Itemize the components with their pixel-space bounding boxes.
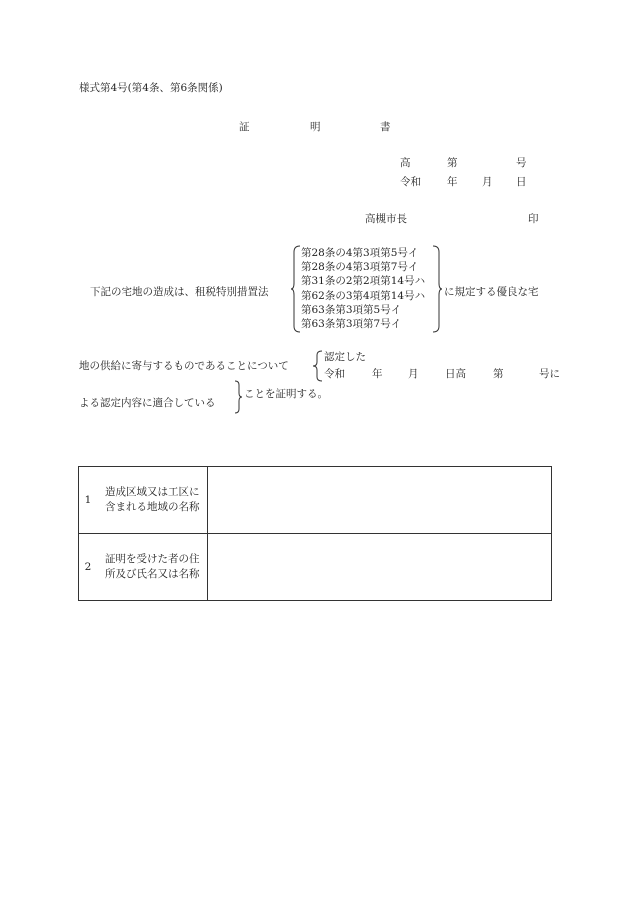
issue-number-go: 号 <box>516 157 527 169</box>
provision-item: 第63条第3項第5号イ <box>301 303 402 316</box>
option-go-ni: 号に <box>539 368 560 380</box>
option-certified: 認定した <box>324 351 366 363</box>
issue-date-day: 日 <box>516 176 527 188</box>
table-row <box>79 534 552 601</box>
form-number-label: 様式第4号(第4条、第6条関係) <box>79 82 223 94</box>
issue-number-prefix: 高 <box>400 157 411 169</box>
body-line3-prefix: よる認定内容に適合している <box>79 397 216 409</box>
provision-item: 第31条の2第2項第14号ハ <box>301 275 426 288</box>
option-day-taka: 日高 <box>445 368 466 380</box>
option-reference-line <box>324 367 560 381</box>
detail-table <box>78 466 552 601</box>
row-number: 1 <box>79 467 98 534</box>
seal-mark: 印 <box>528 213 539 225</box>
title-char-1: 証 <box>239 121 250 133</box>
provision-item: 第28条の4第3項第7号イ <box>301 261 419 274</box>
row-value-field[interactable] <box>208 534 552 601</box>
title-char-3: 書 <box>380 121 391 133</box>
provisions-list <box>301 246 425 331</box>
issue-date-month: 月 <box>482 176 493 188</box>
body-line2-prefix: 地の供給に寄与するものであることについて <box>79 360 289 372</box>
body-suffix: に規定する優良な宅 <box>444 286 539 298</box>
provision-item: 第62条の3第4項第14号ハ <box>301 289 426 302</box>
row-value-field[interactable] <box>208 467 552 534</box>
issue-number-dai: 第 <box>447 157 458 169</box>
body-closing: ことを証明する。 <box>244 388 328 400</box>
provision-item: 第63条第3項第7号イ <box>301 318 402 331</box>
issue-date-era: 令和 <box>400 176 421 188</box>
option-month: 月 <box>408 368 419 380</box>
option-year: 年 <box>372 368 383 380</box>
provision-item: 第28条の4第3項第5号イ <box>301 247 419 259</box>
table-row <box>79 467 552 534</box>
option-era: 令和 <box>324 368 345 380</box>
issuer-name: 高槻市長 <box>365 213 407 225</box>
closing-right-brace <box>234 380 243 414</box>
row-number: 2 <box>79 534 98 601</box>
body-prefix: 下記の宅地の造成は、租税特別措置法 <box>90 286 269 298</box>
provisions-right-brace <box>432 244 442 334</box>
title-char-2: 明 <box>310 121 321 133</box>
provisions-left-brace <box>291 244 301 334</box>
issue-date-year: 年 <box>447 176 458 188</box>
row-label: 証明を受けた者の住所及び氏名又は名称 <box>97 534 208 601</box>
option-left-brace <box>313 350 323 382</box>
row-label: 造成区域又は工区に含まれる地域の名称 <box>97 467 208 534</box>
option-dai: 第 <box>493 368 504 380</box>
